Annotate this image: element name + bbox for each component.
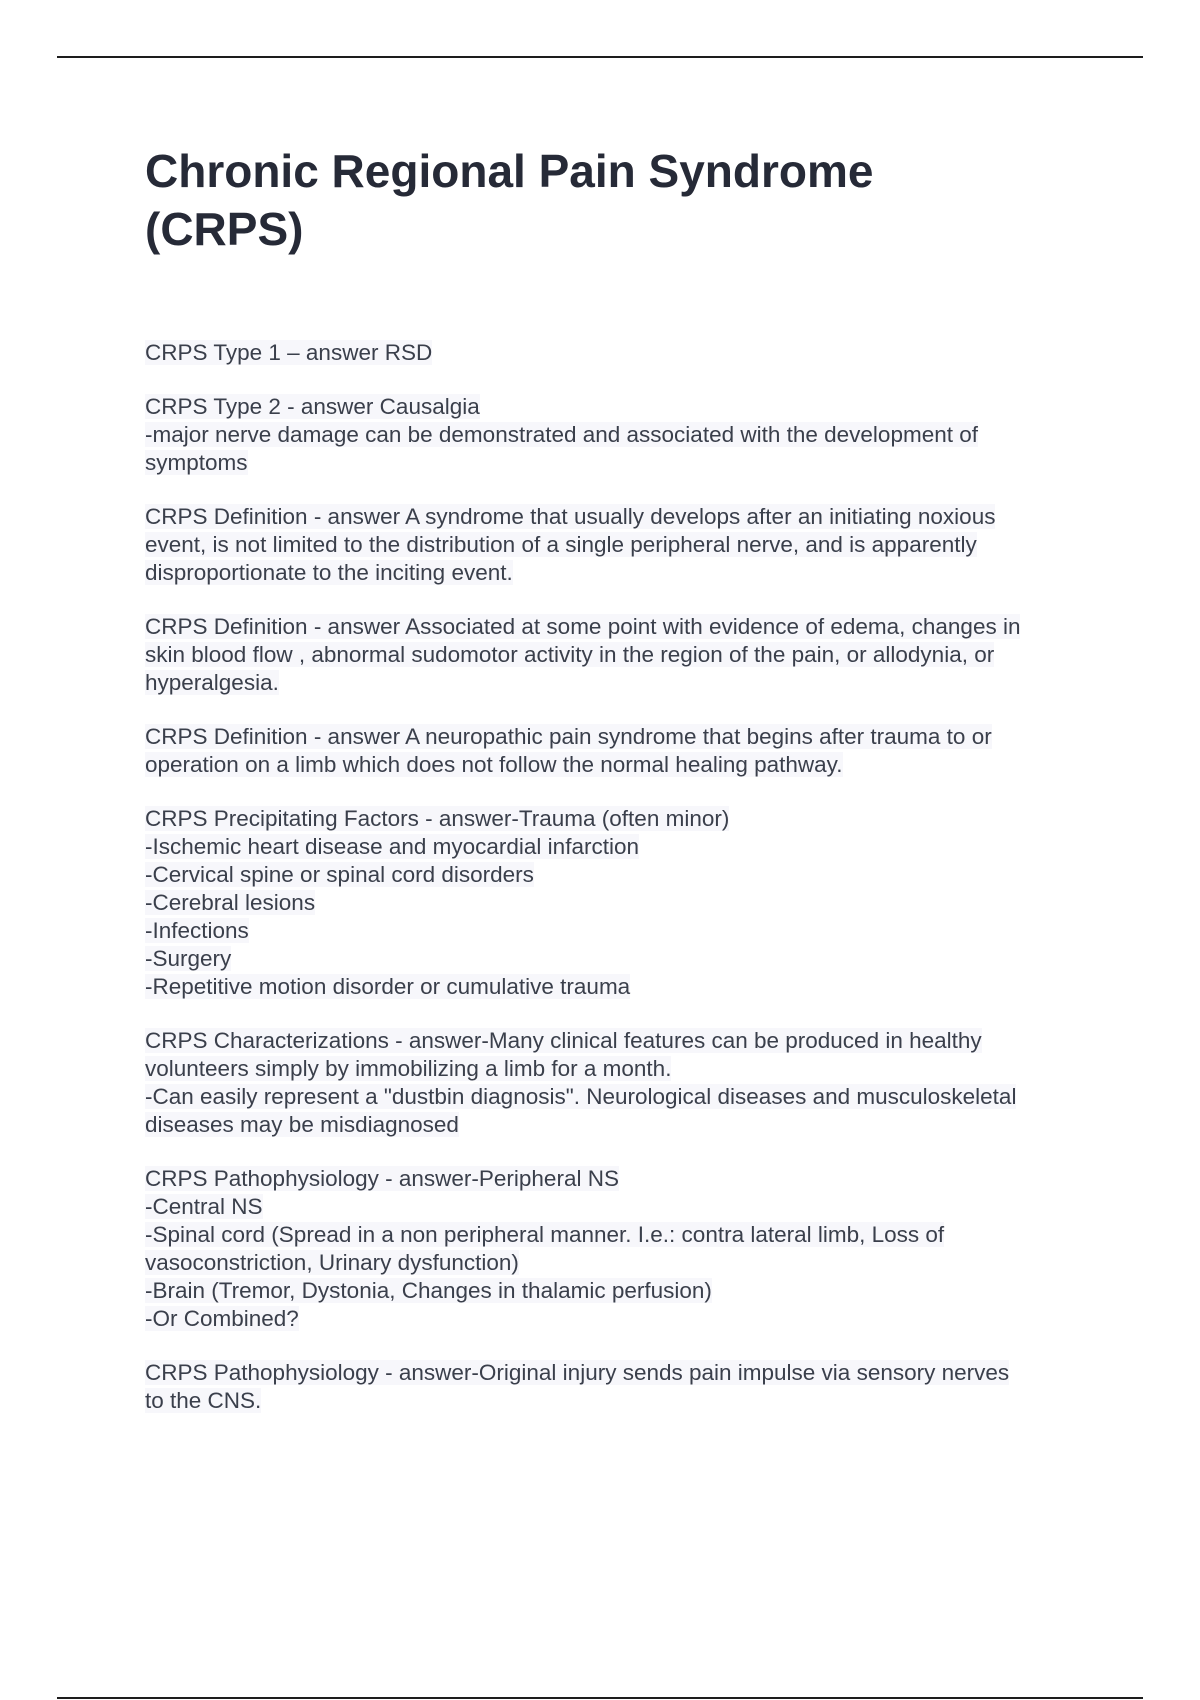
flashcard-text: CRPS Pathophysiology - answer-Peripheral NS -Central NS -Spinal cord (Spread in a non peripheral manner. I.e.: contra lateral limb, Loss of vasoconstriction, Urinary dysfunction) -Brain (Tremor, Dystonia, Changes in thalamic perfusion) -Or Combined? — [145, 1166, 945, 1331]
flashcard-text: CRPS Definition - answer A syndrome that usually develops after an initiating noxious event, is not limited to the distribution of a single peripheral nerve, and is apparently disproportionate to the inciting event. — [145, 504, 996, 585]
flashcard-entry — [145, 1027, 1090, 1139]
flashcard-list — [145, 339, 1090, 1441]
header-rule — [57, 56, 1143, 58]
flashcard-entry — [145, 723, 1090, 779]
flashcard-entry — [145, 503, 1090, 587]
flashcard-text: CRPS Type 1 – answer RSD — [145, 340, 433, 365]
flashcard-text: CRPS Pathophysiology - answer-Original injury sends pain impulse via sensory nerves to the CNS. — [145, 1360, 1010, 1413]
flashcard-entry — [145, 1165, 1090, 1333]
flashcard-text: CRPS Precipitating Factors - answer-Trauma (often minor) -Ischemic heart disease and myocardial infarction -Cervical spine or spinal cord disorders -Cerebral lesions -Infections -Surgery -Repetitive motion disorder or cumulative trauma — [145, 806, 730, 999]
flashcard-text: CRPS Type 2 - answer Causalgia -major nerve damage can be demonstrated and associated with the development of symptoms — [145, 394, 978, 475]
flashcard-entry — [145, 1359, 1090, 1415]
flashcard-entry — [145, 339, 1090, 367]
flashcard-text: CRPS Definition - answer Associated at some point with evidence of edema, changes in skin blood flow , abnormal sudomotor activity in the region of the pain, or allodynia, or hyperalgesia. — [145, 614, 1021, 695]
flashcard-text: CRPS Definition - answer A neuropathic pain syndrome that begins after trauma to or operation on a limb which does not follow the normal healing pathway. — [145, 724, 992, 777]
flashcard-entry — [145, 393, 1090, 477]
flashcard-entry — [145, 613, 1090, 697]
footer-rule — [57, 1697, 1143, 1699]
flashcard-text: CRPS Characterizations - answer-Many clinical features can be produced in healthy volunteers simply by immobilizing a limb for a month. -Can easily represent a "dustbin diagnosis". Neurological diseases and musculoskeletal diseases may be misdiagnosed — [145, 1028, 1017, 1137]
flashcard-entry — [145, 805, 1090, 1001]
document-title: Chronic Regional Pain Syndrome (CRPS) — [145, 145, 874, 255]
